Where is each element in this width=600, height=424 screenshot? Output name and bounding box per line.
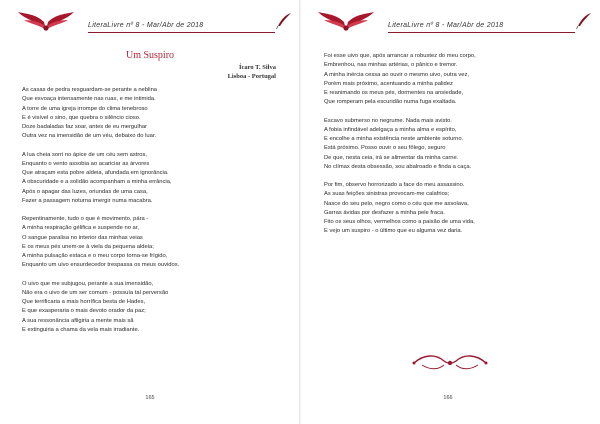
verse-line: Fito os seus olhos, vermelhos como a paixão de uma vida, [324, 219, 475, 225]
verse-line: Escavo submerso no negrume. Nada mais avisto. [324, 117, 452, 124]
verse-line: A minha pulsação estaca e o meu corpo torna-se frígido, [22, 253, 168, 259]
verse-line: E que exasperaria o mais devoto orador da paz; [22, 308, 146, 315]
verse-line: A lua cheia sorri no ápice de um céu sem astros, [22, 151, 148, 158]
issue-label: LiteraLivre nº 8 - Mar/Abr de 2018 [388, 22, 504, 29]
winged-bird-logo [316, 8, 376, 34]
verse-line: Não era o uivo de um ser comum - possuía tal perversão [22, 289, 169, 296]
page-number: 165 [145, 395, 155, 401]
verse-line: Enquanto um uivo ensurdecedor trespassa os meus ouvidos. [22, 262, 180, 269]
verse-line: As casas de pedra resguardam-se perante a neblina [22, 87, 158, 93]
header-rule [388, 32, 575, 33]
right-page [300, 0, 600, 424]
header-rule [88, 32, 275, 33]
page-header [310, 8, 595, 34]
verse-line: A sua ressonância afligiria a mente mais sã [22, 317, 134, 324]
verse-line: E é visível o sino, que quebra o silêncio cioso. [22, 114, 141, 121]
verse-line: A torre de uma igreja irrompe do clima tenebroso [22, 105, 148, 112]
verse-line: Fazer a passagem noturna imergir numa macabra. [22, 197, 153, 204]
quill-pen-icon [275, 12, 293, 30]
stanza [22, 151, 292, 207]
page-header [10, 8, 295, 34]
verse-line: A minha respiração gélifica e suspende no ar, [22, 225, 139, 232]
winged-bird-logo [16, 8, 76, 34]
verse-line: E os meus pés unem-se à viela da pequena aldeia; [22, 243, 154, 250]
verse-line: Está próximo. Posso ouvir o seu fôlego, seguro [324, 145, 446, 152]
verse-line: No clímax desta obsessão, sou abalroado e finda a caça. [324, 163, 472, 170]
verse-line: E vejo um suspiro - o último que eu alguma vez daria. [324, 228, 463, 235]
author-block [228, 63, 276, 81]
verse-line: Outra vez na imensidão de um véu, debaixo do luar. [22, 133, 157, 140]
stanza [324, 117, 594, 173]
poem-title: Um Suspiro [125, 50, 175, 61]
verse-line: Doze badaladas faz soar, antes de eu mergulhar [22, 124, 148, 130]
verse-line: E encolhe a minha existência neste ambiente soturno. [324, 136, 464, 142]
verse-line: E reanimando os meus pés, dormentes na ansiedade, [324, 90, 464, 96]
verse-line: A minha inércia cessa ao ouvir o mesmo uivo, outra vez, [324, 71, 469, 78]
right-verses [324, 52, 594, 246]
stanza [22, 86, 292, 142]
verse-line: A fobia infindável adelgaça a minha alma e espírito, [324, 126, 457, 133]
verse-line: Repentinamente, tudo o que é movimento, pára - [22, 216, 149, 222]
author-name: Ícaro T. Silva [238, 64, 276, 71]
quill-pen-icon [575, 12, 593, 30]
verse-line: Por fim, observo horrorizado a face do meu assassino. [324, 182, 465, 188]
stanza [324, 52, 594, 108]
left-verses [22, 86, 292, 344]
verse-line: Porém mais próximo, acentuando a minha palidez [324, 80, 453, 87]
author-location: Lisboa - Portugal [227, 73, 276, 80]
verse-line: A obscuridade e a solidão acompanham a minha errância, [22, 179, 172, 186]
verse-line: Que romperam pela escuridão numa fuga exaltada. [324, 99, 457, 106]
verse-line: Que atraçam esta pobre aldeia, afundada em ignorância. [22, 170, 169, 176]
scroll-ornament [410, 350, 490, 376]
verse-line: O sangue paralisa no interior das minhas veias [22, 234, 143, 241]
stanza [22, 215, 292, 271]
verse-line: Garras ávidas por desfazer a minha pele fraca. [324, 209, 445, 216]
verse-line: Foi esse uivo que, após arrancar a robustez do meu corpo, [324, 53, 476, 59]
verse-line: Após o apagar das luzes, oriundas de uma casa, [22, 188, 148, 195]
verse-line: O uivo que me subjugou, perante a sua imensidão, [22, 280, 154, 287]
verse-line: De que, nesta ceia, irá se alimentar da minha carne. [324, 154, 459, 161]
verse-line: Que terrificaria a mais horrífica besta de Hades, [22, 299, 146, 305]
issue-label: LiteraLivre nº 8 - Mar/Abr de 2018 [88, 22, 204, 29]
verse-line: Embrenhou, nas minhas artérias, o pânico e tremor. [324, 62, 458, 69]
verse-line: Que esvoaça intensamente nas ruas, e me intimida. [22, 96, 156, 103]
verse-line: E extinguiria a chama da vela mais irradiante. [22, 326, 140, 333]
verse-line: As suas feições sinistras provocam-me calafrios; [324, 191, 450, 198]
verse-line: Nasce do seu pelo, negro como o céu que me assolava, [324, 200, 469, 207]
page-number: 166 [443, 395, 453, 401]
verse-line: Enquanto o vento assobia ao acariciar as árvores [22, 160, 150, 167]
stanza [324, 181, 594, 237]
stanza [22, 280, 292, 336]
